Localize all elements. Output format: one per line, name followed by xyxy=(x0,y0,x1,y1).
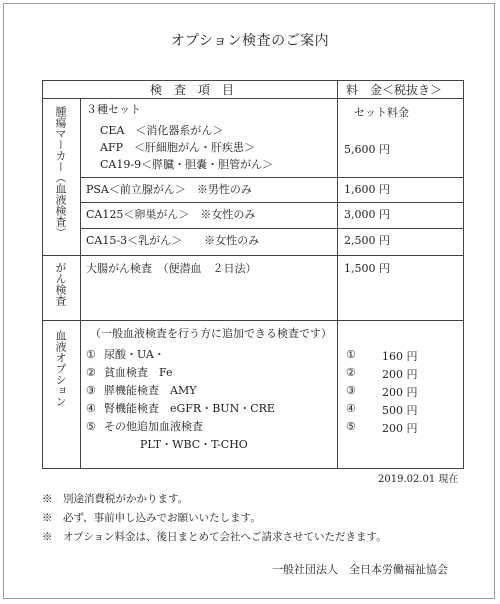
price-column-divider xyxy=(337,80,338,468)
set-item: CA19-9＜膵臓・胆嚢・胆管がん＞ xyxy=(100,158,274,171)
single-test-price: 3,000 円 xyxy=(344,208,390,221)
single-test-name: PSA＜前立腺がん＞ ※男性のみ xyxy=(86,183,252,196)
page-title: オプション検査のご案内 xyxy=(170,33,330,49)
row-divider xyxy=(80,202,464,203)
blood-extra-items: PLT・WBC・T-CHO xyxy=(140,438,248,451)
as-of-date: 2019.02.01 現在 xyxy=(378,474,459,485)
blood-price: 200 円 xyxy=(382,386,418,399)
section-label-tumor: 腫瘍マーカー（血液検査） xyxy=(54,106,67,238)
blood-intro: （一般血液検査を行う方に追加できる検査です） xyxy=(90,327,332,340)
cancer-test-price: 1,500 円 xyxy=(344,262,390,275)
table-border-top xyxy=(42,80,464,81)
row-divider xyxy=(80,228,464,229)
table-border-bottom xyxy=(42,468,464,469)
table-header-divider xyxy=(42,98,464,99)
blood-price-num: ② xyxy=(346,366,356,379)
single-test-price: 1,600 円 xyxy=(344,183,390,196)
header-price: 料 金＜税抜き＞ xyxy=(346,83,443,97)
set-price: 5,600 円 xyxy=(344,143,390,156)
blood-price: 160 円 xyxy=(382,350,418,363)
set-item: AFP ＜肝細胞がん・肝疾患＞ xyxy=(100,141,255,154)
blood-price: 200 円 xyxy=(382,368,418,381)
blood-price: 200 円 xyxy=(382,422,418,435)
blood-item-name: 膵機能検査 AMY xyxy=(104,384,197,397)
blood-price-num: ⑤ xyxy=(346,420,356,433)
single-test-name: CA125＜卵巣がん＞ ※女性のみ xyxy=(86,208,256,221)
blood-price-num: ④ xyxy=(346,402,356,415)
row-divider xyxy=(80,177,464,178)
note: ※ 別途消費税がかかります。 xyxy=(42,493,189,505)
table-border-right xyxy=(463,80,464,468)
cancer-test-name: 大腸がん検査 （便潜血 ２日法） xyxy=(86,262,257,275)
single-test-name: CA15-3＜乳がん＞ ※女性のみ xyxy=(86,234,260,247)
blood-item-name: 尿酸・UA・ xyxy=(104,348,165,361)
blood-price-num: ① xyxy=(346,348,356,361)
section-label-cancer: がん検査 xyxy=(54,262,67,306)
blood-item-name: 腎機能検査 eGFR・BUN・CRE xyxy=(104,402,275,415)
note: ※ オプション料金は、後日まとめて会社へご請求させていただきます。 xyxy=(42,531,387,543)
organization-name: 一般社団法人 全日本労働福祉協会 xyxy=(272,563,448,576)
set-item: CEA ＜消化器系がん＞ xyxy=(100,124,224,137)
single-test-price: 2,500 円 xyxy=(344,234,390,247)
set-title: ３種セット xyxy=(86,103,141,116)
blood-price-num: ③ xyxy=(346,384,356,397)
blood-item-num: ② xyxy=(86,366,96,379)
header-item: 検 査 項 目 xyxy=(150,83,235,97)
section-divider xyxy=(42,255,464,256)
blood-price: 500 円 xyxy=(382,404,418,417)
blood-item-num: ④ xyxy=(86,402,96,415)
blood-item-name: その他追加血液検査 xyxy=(104,420,203,433)
label-column-divider xyxy=(80,98,81,468)
blood-item-num: ① xyxy=(86,348,96,361)
table-border-left xyxy=(42,80,43,468)
blood-item-num: ⑤ xyxy=(86,420,96,433)
note: ※ 必ず、事前申し込みでお願いいたします。 xyxy=(42,512,261,524)
section-divider xyxy=(42,320,464,321)
blood-item-name: 貧血検査 Fe xyxy=(104,366,173,379)
blood-item-num: ③ xyxy=(86,384,96,397)
section-label-blood: 血液オプション xyxy=(54,330,67,407)
set-price-label: セット料金 xyxy=(354,106,409,119)
